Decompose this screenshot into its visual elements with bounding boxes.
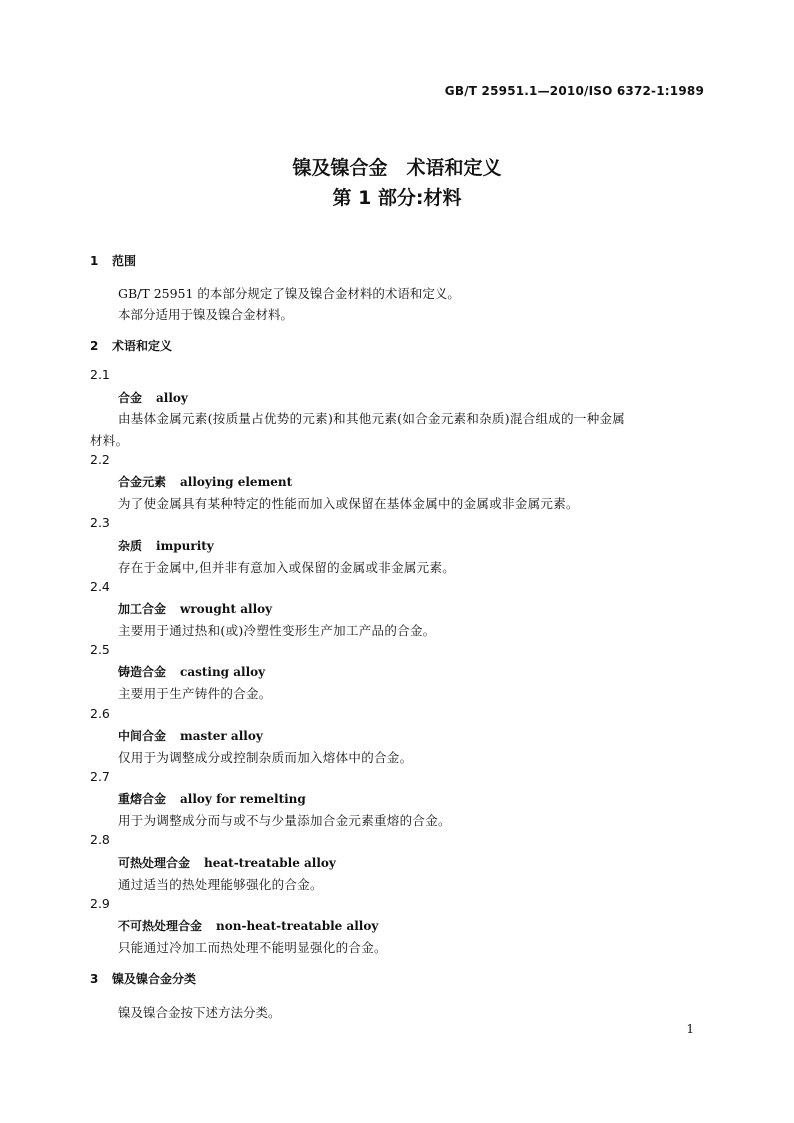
- term-number: 2.6: [90, 706, 110, 721]
- term-title: 可热处理合金 heat-treatable alloy: [118, 856, 336, 870]
- term-number: 2.8: [90, 832, 110, 847]
- term-number: 2.9: [90, 896, 110, 911]
- term-definition-continued: 材料。: [90, 433, 129, 448]
- document-title: 镍及镍合金 术语和定义: [292, 157, 502, 179]
- term-number: 2.4: [90, 579, 110, 594]
- term-number: 2.2: [90, 452, 110, 467]
- standard-code: GB/T 25951.1—2010/ISO 6372-1:1989: [444, 84, 704, 98]
- term-title: 重熔合金 alloy for remelting: [118, 792, 306, 806]
- term-number: 2.1: [90, 367, 110, 382]
- term-definition: 由基体金属元素(按质量占优势的元素)和其他元素(如合金元素和杂质)混合组成的一种金属: [118, 411, 626, 426]
- term-definition: 存在于金属中,但并非有意加入或保留的金属或非金属元素。: [118, 560, 456, 575]
- term-number: 2.7: [90, 769, 110, 784]
- term-definition: 为了使金属具有某种特定的性能而加入或保留在基体金属中的金属或非金属元素。: [118, 496, 579, 511]
- section-heading-classification: 3 镍及镍合金分类: [90, 972, 197, 986]
- term-title: 杂质 impurity: [118, 539, 214, 553]
- scope-paragraph-2: 本部分适用于镍及镍合金材料。: [118, 307, 294, 322]
- term-definition: 用于为调整成分而与或不与少量添加合金元素重熔的合金。: [118, 813, 451, 828]
- term-number: 2.5: [90, 642, 110, 657]
- term-definition: 主要用于通过热和(或)冷塑性变形生产加工产品的合金。: [118, 623, 436, 638]
- term-title: 中间合金 master alloy: [118, 729, 263, 743]
- term-definition: 主要用于生产铸件的合金。: [118, 686, 272, 701]
- term-title: 铸造合金 casting alloy: [118, 665, 266, 679]
- term-title: 不可热处理合金 non-heat-treatable alloy: [118, 919, 379, 933]
- scope-paragraph-1: GB/T 25951 的本部分规定了镍及镍合金材料的术语和定义。: [118, 286, 460, 301]
- term-definition: 仅用于为调整成分或控制杂质而加入熔体中的合金。: [118, 750, 413, 765]
- term-definition: 通过适当的热处理能够强化的合金。: [118, 877, 323, 892]
- term-title: 加工合金 wrought alloy: [118, 602, 273, 616]
- page-number: 1: [686, 1022, 694, 1036]
- term-number: 2.3: [90, 515, 110, 530]
- term-definition: 只能通过冷加工而热处理不能明显强化的合金。: [118, 940, 387, 955]
- document-subtitle: 第 1 部分:材料: [332, 187, 462, 209]
- term-title: 合金 alloy: [118, 391, 188, 405]
- classification-paragraph: 镍及镍合金按下述方法分类。: [118, 1005, 281, 1020]
- section-heading-terms: 2 术语和定义: [90, 339, 173, 353]
- term-title: 合金元素 alloying element: [118, 475, 293, 489]
- section-heading-scope: 1 范围: [90, 254, 137, 268]
